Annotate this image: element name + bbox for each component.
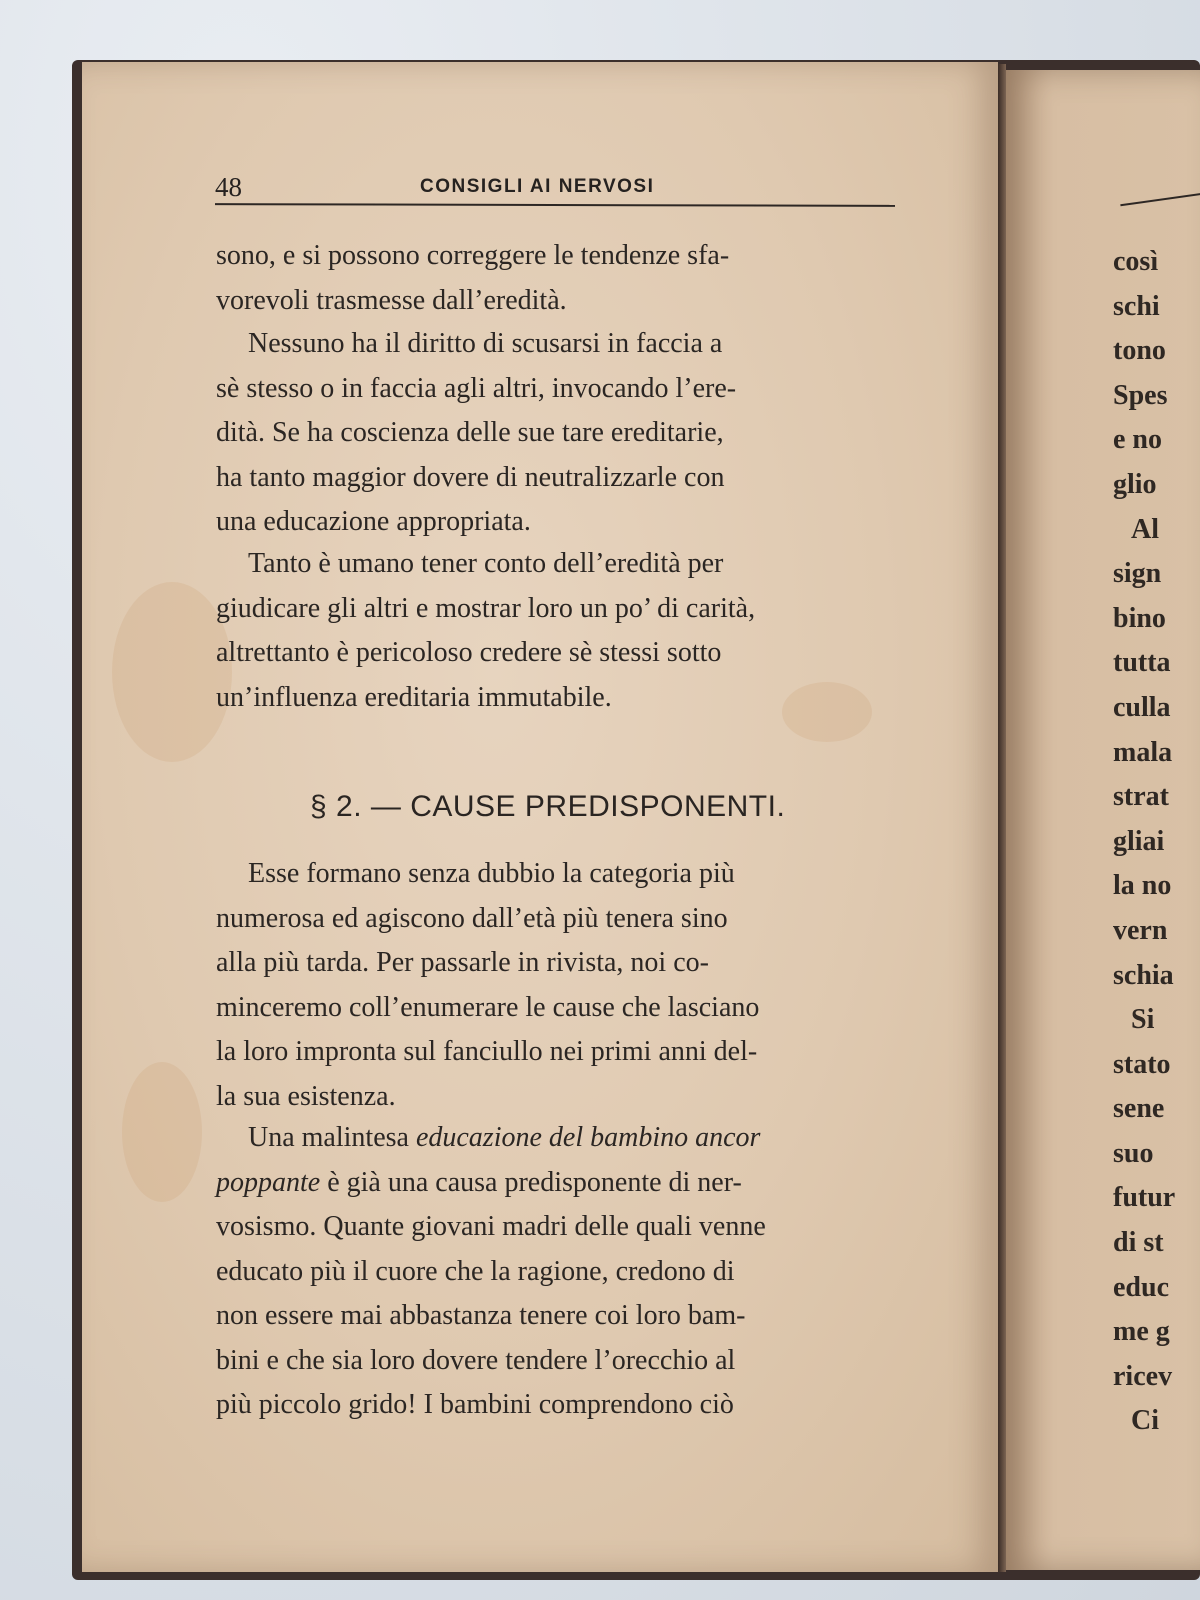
text-line bbox=[216, 1161, 906, 1206]
text-line: stato bbox=[1113, 1048, 1171, 1080]
text-line: vorevoli trasmesse dall’eredità. bbox=[216, 284, 567, 316]
text-line: suo bbox=[1113, 1137, 1154, 1169]
text-line: educato più il cuore che la ragione, credono di bbox=[216, 1255, 735, 1287]
text-line: di st bbox=[1113, 1227, 1164, 1259]
text-line: sè stesso o in faccia agli altri, invocando l’ere- bbox=[216, 372, 737, 404]
text-line: Spes bbox=[1113, 379, 1168, 411]
text-line: non essere mai abbastanza tenere coi loro bam- bbox=[216, 1300, 746, 1331]
paper-stain bbox=[112, 582, 232, 762]
paragraph-4 bbox=[216, 852, 906, 1119]
page-number: 48 bbox=[215, 172, 242, 202]
text-line: un’influenza ereditaria immutabile. bbox=[216, 681, 612, 713]
text-line: sign bbox=[1113, 558, 1162, 590]
text-line: me g bbox=[1113, 1316, 1170, 1348]
paragraph-1 bbox=[216, 234, 906, 323]
right-page-text bbox=[1113, 240, 1200, 1444]
page-header bbox=[215, 168, 895, 208]
text-line: futur bbox=[1113, 1182, 1176, 1214]
text-line: e no bbox=[1113, 424, 1162, 456]
text-line: sene bbox=[1113, 1093, 1165, 1125]
section-heading: § 2. — CAUSE PREDISPONENTI. bbox=[310, 790, 786, 823]
text-line: schi bbox=[1113, 290, 1160, 322]
paragraph-2 bbox=[216, 322, 906, 545]
text-line: bini e che sia loro dovere tendere l’orecchio al bbox=[216, 1344, 736, 1376]
text-line: dità. Se ha coscienza delle sue tare ereditarie, bbox=[216, 417, 724, 448]
text-line: tono bbox=[1113, 335, 1166, 367]
text-line: tutta bbox=[1113, 647, 1171, 679]
text-line: altrettanto è pericoloso credere sè stessi sotto bbox=[216, 637, 722, 668]
text-line: minceremo coll’enumerare le cause che lasciano bbox=[216, 991, 760, 1023]
italic-run: educazione del bambino ancor bbox=[415, 1122, 761, 1153]
text-line bbox=[216, 1116, 906, 1161]
text-run: Una malintesa bbox=[248, 1122, 416, 1153]
text-line: così bbox=[1113, 246, 1159, 277]
text-line: culla bbox=[1113, 691, 1171, 723]
text-line: giudicare gli altri e mostrar loro un po’ di carità, bbox=[216, 592, 756, 624]
text-line: numerosa ed agiscono dall’età più tenera sino bbox=[216, 902, 728, 934]
text-line: una educazione appropriata. bbox=[216, 506, 531, 537]
text-line: Nessuno ha il diritto di scusarsi in faccia a bbox=[248, 328, 723, 359]
paragraph-5 bbox=[216, 1116, 906, 1428]
text-run: è già una causa predisponente di ner- bbox=[320, 1166, 742, 1198]
text-line: Si bbox=[1131, 1004, 1155, 1036]
text-line: vern bbox=[1113, 914, 1168, 946]
right-page-header-rule bbox=[1120, 192, 1200, 207]
text-line: ricev bbox=[1113, 1360, 1173, 1392]
text-line: gliai bbox=[1113, 825, 1165, 857]
text-line: glio bbox=[1113, 468, 1157, 500]
text-line: schia bbox=[1113, 959, 1174, 991]
text-line: Tanto è umano tener conto dell’eredità per bbox=[248, 548, 724, 579]
text-line: la no bbox=[1113, 870, 1172, 902]
text-line: alla più tarda. Per passarle in rivista, noi co- bbox=[216, 947, 709, 978]
text-line: Esse formano senza dubbio la categoria più bbox=[248, 858, 735, 889]
text-line: educ bbox=[1113, 1271, 1169, 1303]
text-line: bino bbox=[1113, 602, 1166, 634]
text-line: Al bbox=[1131, 513, 1159, 545]
text-line: strat bbox=[1113, 781, 1169, 813]
text-line: la sua esistenza. bbox=[216, 1080, 396, 1112]
text-line: Ci bbox=[1131, 1405, 1159, 1437]
paragraph-3 bbox=[216, 542, 906, 720]
italic-run: poppante bbox=[216, 1166, 321, 1198]
text-line: ha tanto maggior dovere di neutralizzarle con bbox=[216, 461, 725, 493]
text-line: la loro impronta sul fanciullo nei primi anni del- bbox=[216, 1036, 758, 1067]
running-title: CONSIGLI AI NERVOSI bbox=[420, 176, 655, 197]
text-line: mala bbox=[1113, 736, 1173, 768]
text-line: sono, e si possono correggere le tendenze sfa- bbox=[216, 240, 730, 271]
text-line: più piccolo grido! I bambini comprendono ciò bbox=[216, 1389, 734, 1420]
paper-stain bbox=[122, 1062, 202, 1202]
text-line: vosismo. Quante giovani madri delle quali venne bbox=[216, 1211, 766, 1242]
